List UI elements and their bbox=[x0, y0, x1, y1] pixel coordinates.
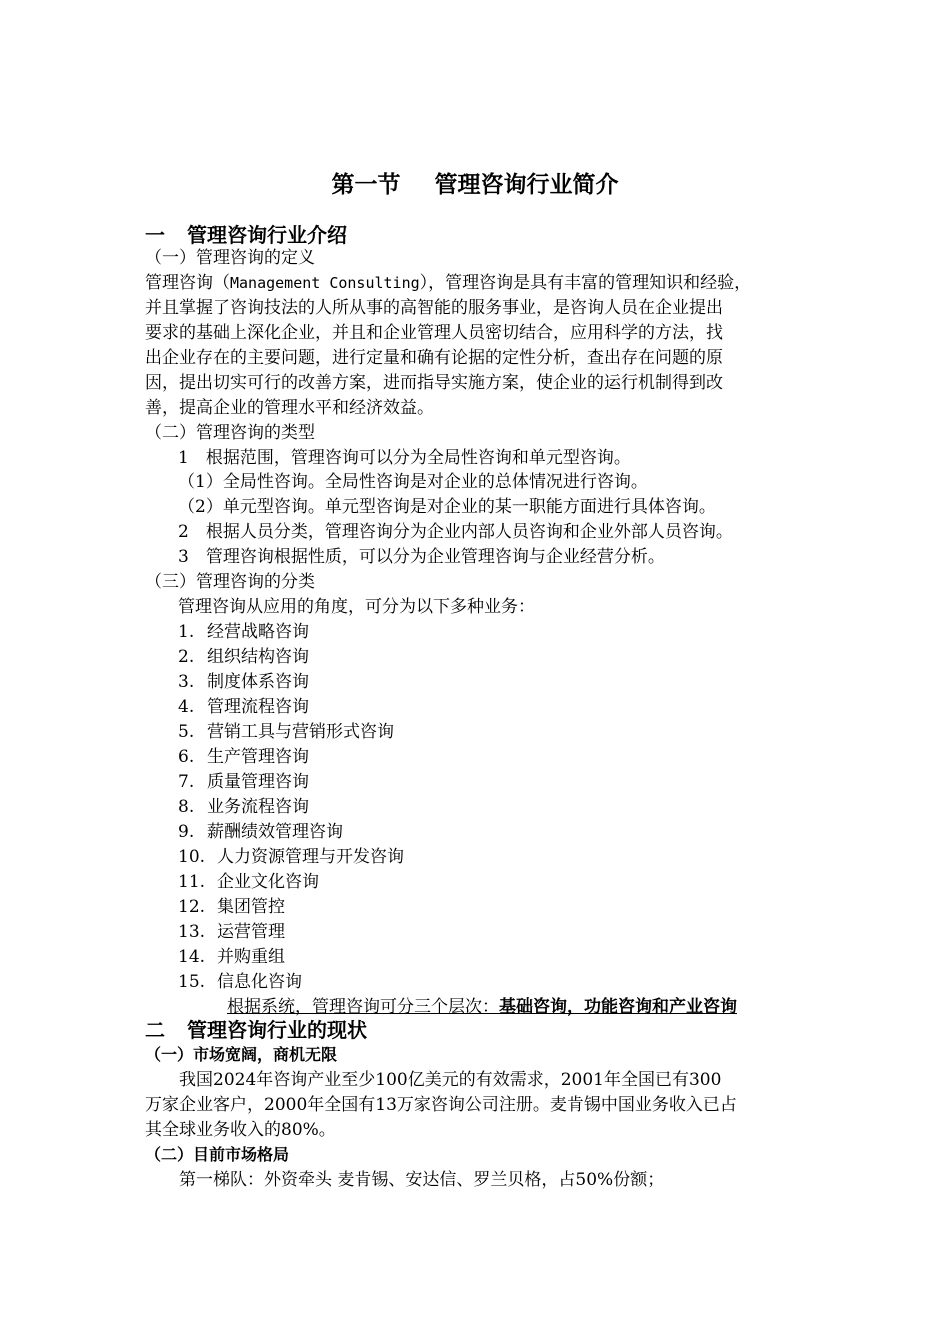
section-2-number: 二 bbox=[145, 1018, 165, 1042]
definition-line-2: 并且掌握了咨询技法的人所从事的高智能的服务事业，是咨询人员在企业提出 bbox=[145, 298, 723, 318]
list-item: 9. 薪酬绩效管理咨询 bbox=[178, 822, 343, 842]
list-item: 6. 生产管理咨询 bbox=[178, 747, 309, 767]
subsection-market-broad: （一）市场宽阔，商机无限 bbox=[145, 1045, 338, 1064]
title-text: 管理咨询行业简介 bbox=[434, 172, 619, 198]
consulting-levels-bold: 基础咨询，功能咨询和产业咨询 bbox=[499, 997, 737, 1017]
section-2-heading bbox=[145, 1017, 367, 1043]
definition-line-3: 要求的基础上深化企业，并且和企业管理人员密切结合，应用科学的方法，找 bbox=[145, 323, 723, 343]
section-1-heading bbox=[145, 222, 347, 248]
classification-intro: 管理咨询从应用的角度，可分为以下多种业务： bbox=[178, 597, 535, 617]
title-section-number: 第一节 bbox=[331, 172, 401, 198]
definition-line-6: 善，提高企业的管理水平和经济效益。 bbox=[145, 398, 434, 418]
subsection-definition: （一）管理咨询的定义 bbox=[145, 248, 315, 268]
list-item: 8. 业务流程咨询 bbox=[178, 797, 309, 817]
section-1-number: 一 bbox=[145, 223, 165, 247]
consulting-levels: 根据系统，管理咨询可分三个层次：基础咨询，功能咨询和产业咨询 bbox=[227, 997, 737, 1017]
list-item: 10. 人力资源管理与开发咨询 bbox=[178, 847, 404, 867]
market-para-line-1: 我国2024年咨询产业至少100亿美元的有效需求，2001年全国已有300 bbox=[145, 1070, 722, 1090]
definition-line-5: 因，提出切实可行的改善方案，进而指导实施方案，使企业的运行机制得到改 bbox=[145, 373, 723, 393]
list-item: 13. 运营管理 bbox=[178, 922, 285, 942]
section-2-title: 管理咨询行业的现状 bbox=[187, 1018, 367, 1042]
type-item: 3 管理咨询根据性质，可以分为企业管理咨询与企业经营分析。 bbox=[178, 547, 665, 567]
definition-line-4: 出企业存在的主要问题，进行定量和确有论据的定性分析，查出存在问题的原 bbox=[145, 348, 723, 368]
definition-line-1: 管理咨询（Management Consulting），管理咨询是具有丰富的管理知识和经验， bbox=[145, 273, 752, 293]
list-item: 14. 并购重组 bbox=[178, 947, 285, 967]
type-item: 2 根据人员分类，管理咨询分为企业内部人员咨询和企业外部人员咨询。 bbox=[178, 522, 733, 542]
type-item: （2）单元型咨询。单元型咨询是对企业的某一职能方面进行具体咨询。 bbox=[178, 497, 716, 517]
market-para-line-2: 万家企业客户，2000年全国有13万家咨询公司注册。麦肯锡中国业务收入已占 bbox=[145, 1095, 737, 1115]
market-para-line-3: 其全球业务收入的80%。 bbox=[145, 1120, 336, 1140]
list-item: 7. 质量管理咨询 bbox=[178, 772, 309, 792]
english-term: Management Consulting bbox=[230, 274, 420, 292]
list-item: 2. 组织结构咨询 bbox=[178, 647, 309, 667]
subsection-market-structure: （二）目前市场格局 bbox=[145, 1145, 290, 1164]
page-title bbox=[0, 170, 950, 200]
list-item: 4. 管理流程咨询 bbox=[178, 697, 309, 717]
list-item: 12. 集团管控 bbox=[178, 897, 285, 917]
list-item: 11. 企业文化咨询 bbox=[178, 872, 319, 892]
market-structure-line-1: 第一梯队：外资牵头 麦肯锡、安达信、罗兰贝格，占50%份额； bbox=[145, 1170, 665, 1190]
list-item: 3. 制度体系咨询 bbox=[178, 672, 309, 692]
section-1-title: 管理咨询行业介绍 bbox=[187, 223, 347, 247]
list-item: 5. 营销工具与营销形式咨询 bbox=[178, 722, 394, 742]
list-item: 15. 信息化咨询 bbox=[178, 972, 302, 992]
subsection-types: （二）管理咨询的类型 bbox=[145, 423, 315, 443]
subsection-classification: （三）管理咨询的分类 bbox=[145, 572, 315, 592]
type-item: 1 根据范围，管理咨询可以分为全局性咨询和单元型咨询。 bbox=[178, 448, 631, 468]
type-item: （1）全局性咨询。全局性咨询是对企业的总体情况进行咨询。 bbox=[178, 472, 648, 492]
list-item: 1. 经营战略咨询 bbox=[178, 622, 309, 642]
